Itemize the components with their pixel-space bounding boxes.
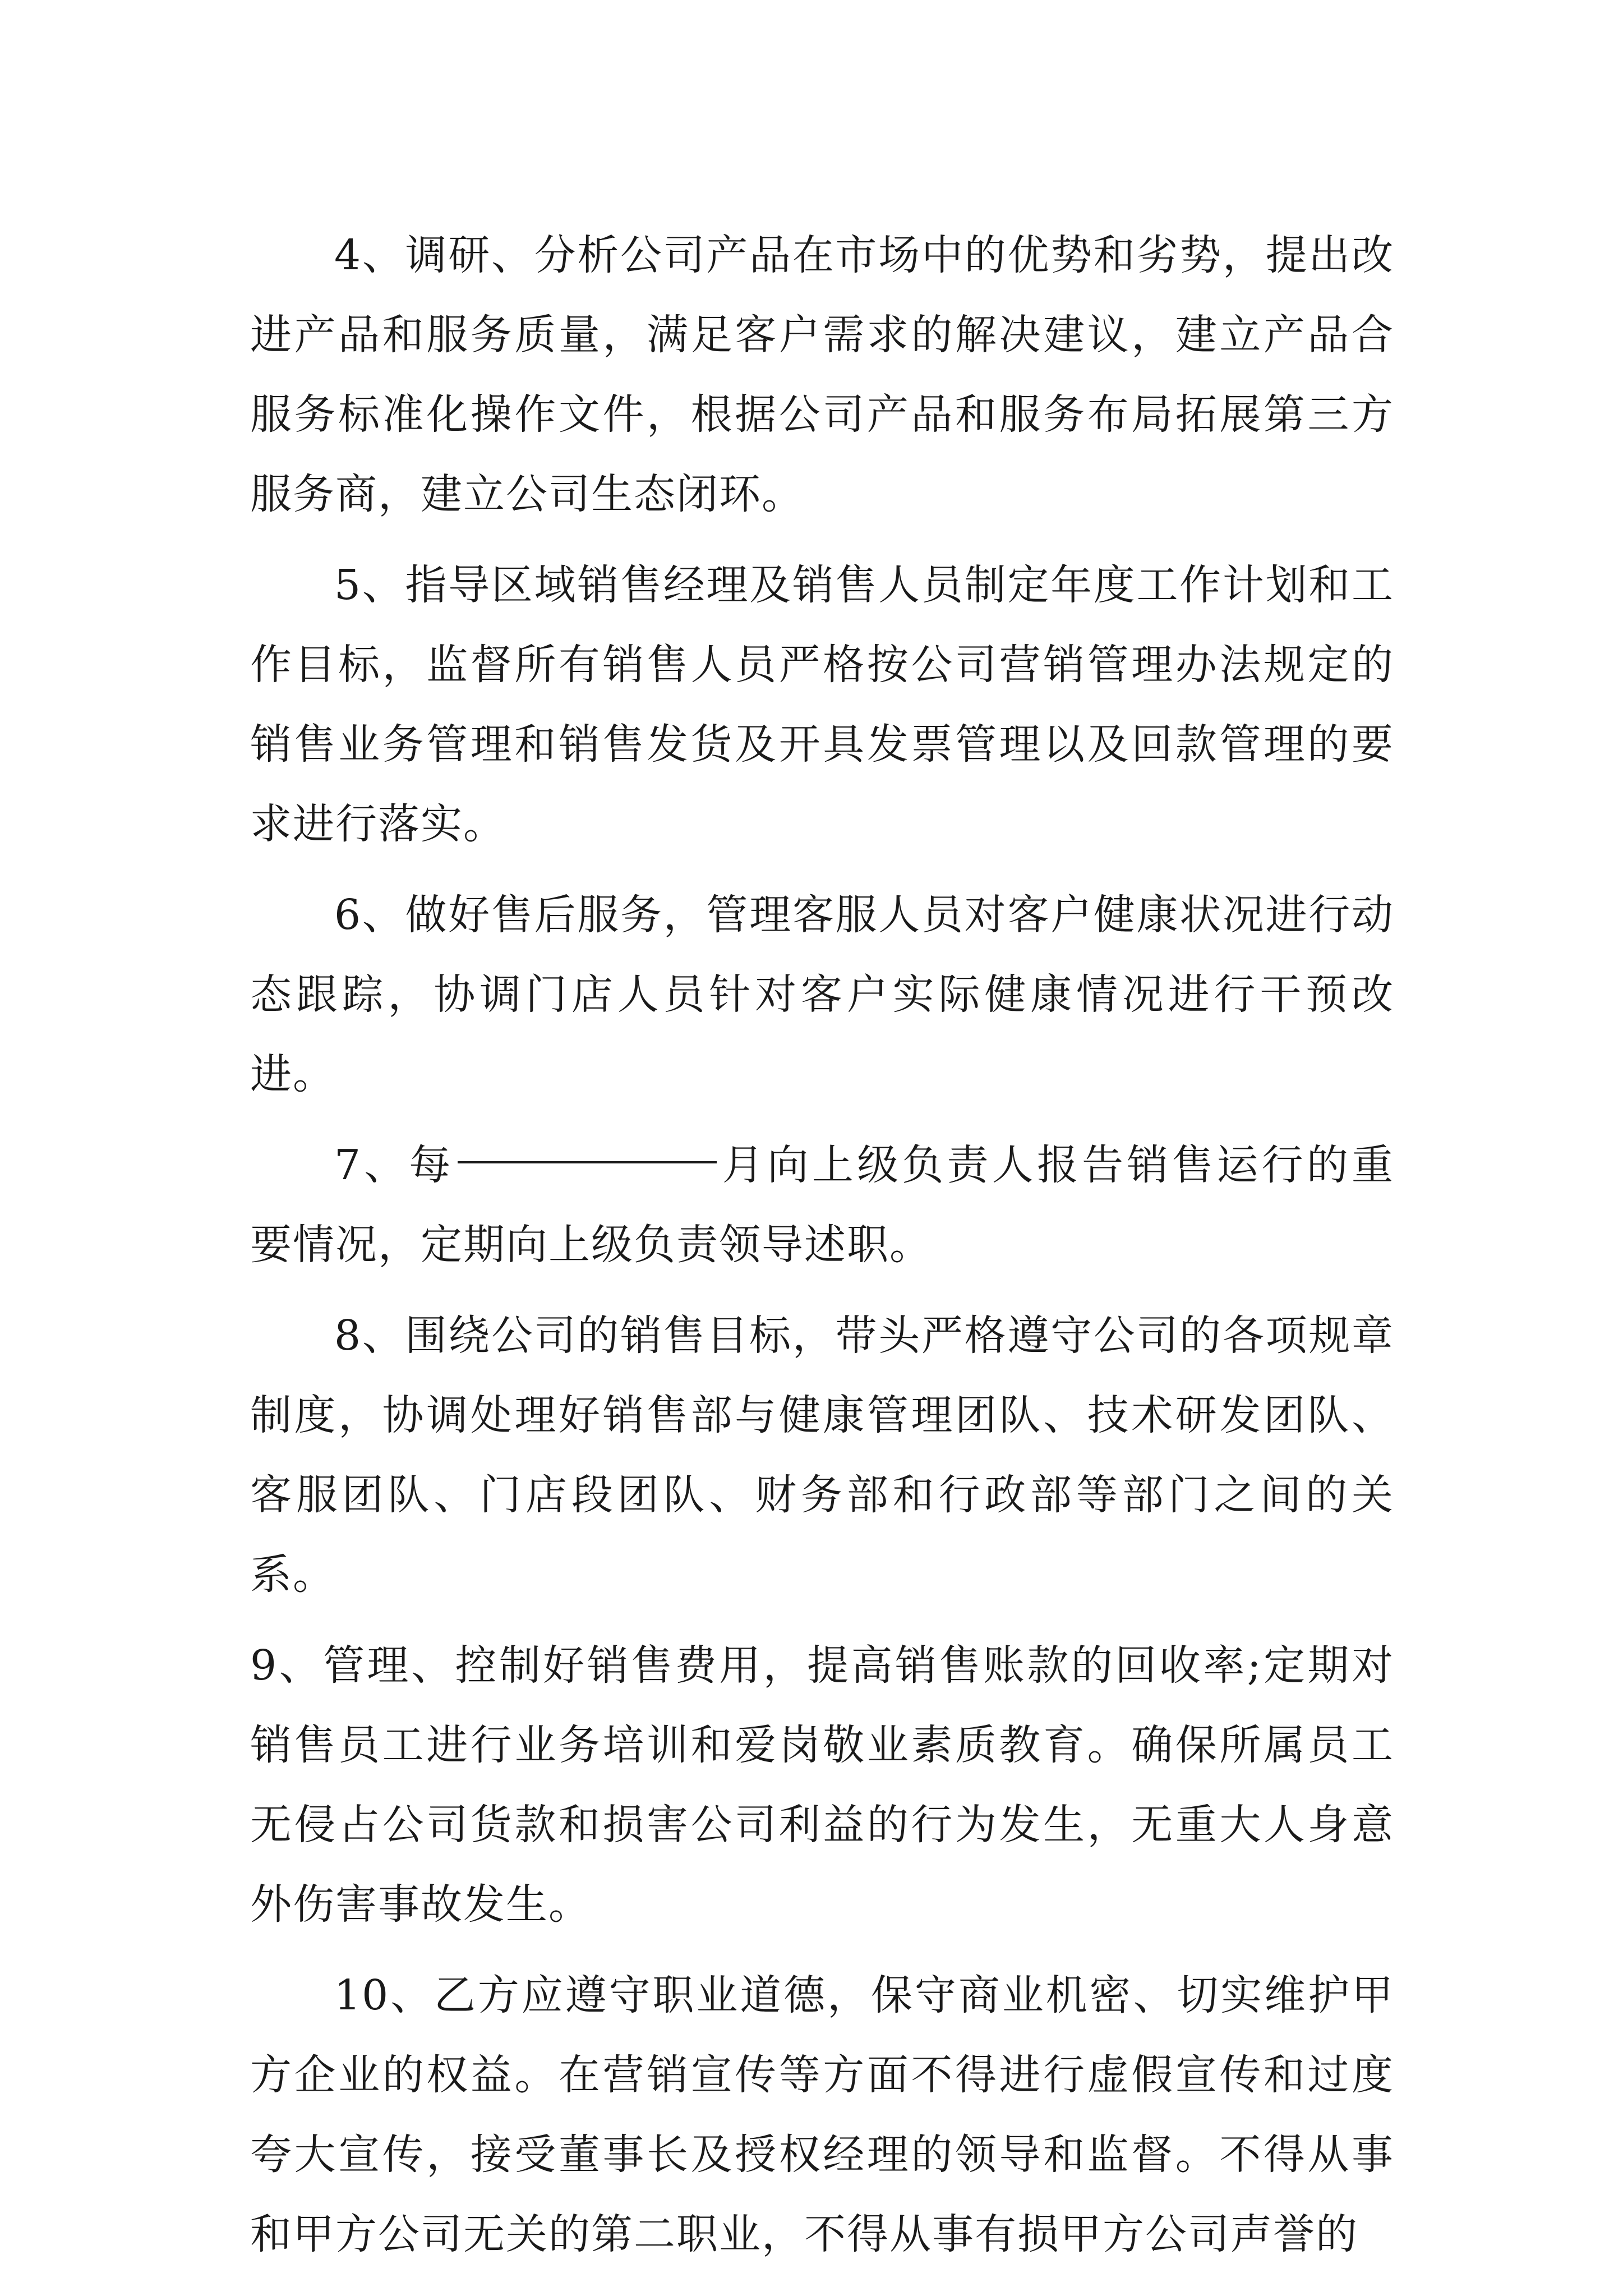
paragraph-item-6: 6、做好售后服务，管理客服人员对客户健康状况进行动态跟踪，协调门店人员针对客户实际健康情况进行干预改进。 (250, 891, 1394, 1098)
document-body (250, 215, 1394, 2285)
paragraph-item-4: 4、调研、分析公司产品在市场中的优势和劣势，提出改进产品和服务质量，满足客户需求的解决建议，建立产品合服务标准化操作文件，根据公司产品和服务布局拓展第三方服务商，建立公司生态闭环。 (250, 231, 1394, 518)
paragraph-item-9: 9、管理、控制好销售费用，提高销售账款的回收率;定期对销售员工进行业务培训和爱岗敬业素质教育。确保所属员工无侵占公司货款和损害公司利益的行为发生，无重大人身意外伤害事故发生。 (250, 1641, 1394, 1929)
paragraph-7-suffix: 月向上级负责人报告销售运行的重要情况，定期向上级负责领导述职。 (250, 1141, 1394, 1269)
paragraph-7-prefix: 7、每 (334, 1141, 454, 1189)
paragraph-item-7 (250, 1125, 1394, 1285)
paragraph-item-8: 8、围绕公司的销售目标，带头严格遵守公司的各项规章制度，协调处理好销售部与健康管理团队、技术研发团队、客服团队、门店段团队、财务部和行政部等部门之间的关系。 (250, 1312, 1394, 1599)
paragraph-item-5: 5、指导区域销售经理及销售人员制定年度工作计划和工作目标，监督所有销售人员严格按公司营销管理办法规定的销售业务管理和销售发货及开具发票管理以及回款管理的要求进行落实。 (250, 561, 1394, 848)
paragraph-item-10: 10、乙方应遵守职业道德，保守商业机密、切实维护甲方企业的权益。在营销宣传等方面不得进行虚假宣传和过度夸大宣传，接受董事长及授权经理的领导和监督。不得从事和甲方公司无关的第二职业，不得从事有损甲方公司声誉的 (250, 1971, 1394, 2258)
fill-in-blank (458, 1125, 717, 1163)
